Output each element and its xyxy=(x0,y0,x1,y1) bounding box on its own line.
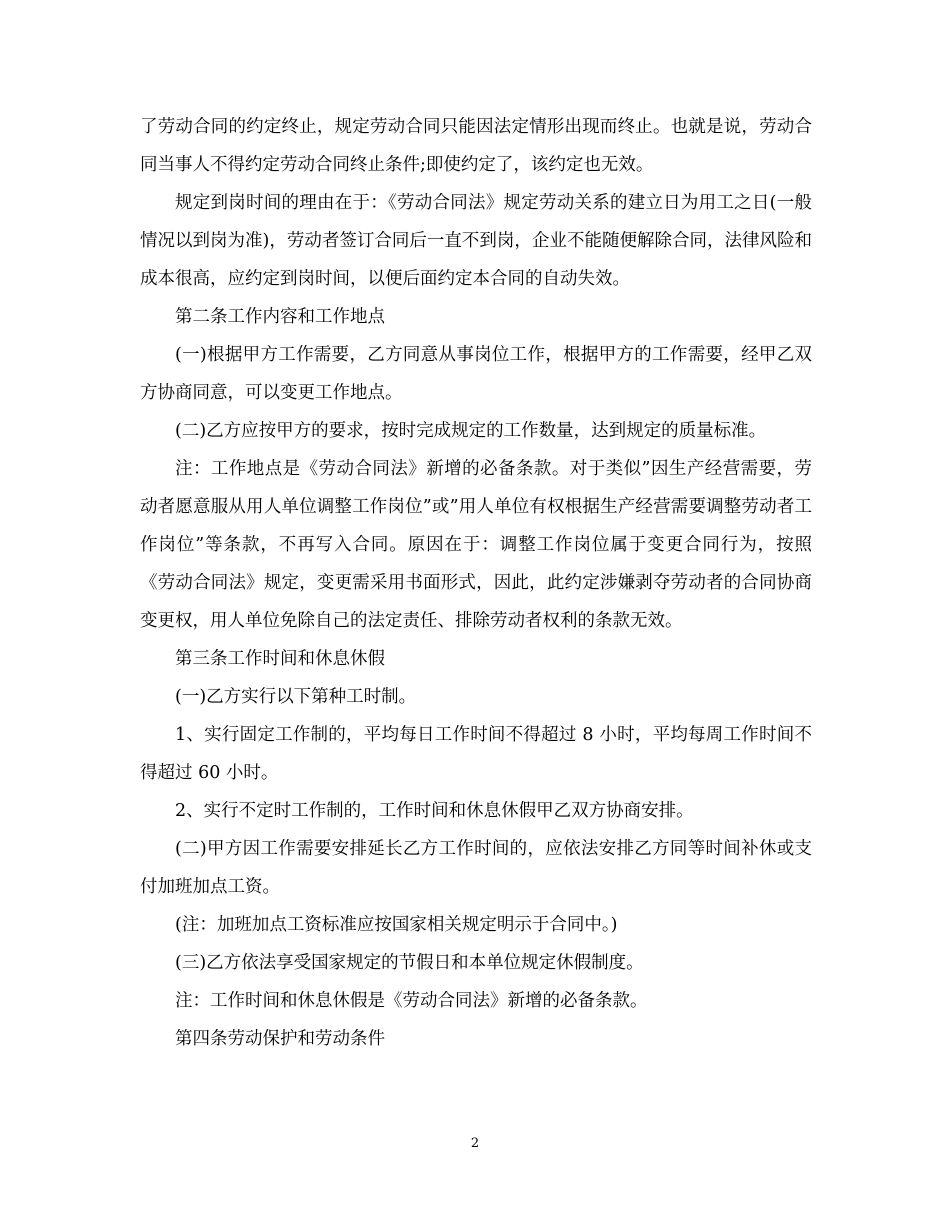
paragraph-fixed-hours: 1、实行固定工作制的，平均每日工作时间不得超过 8 小时，平均每周工作时间不得超过 60 小时。 xyxy=(140,725,812,783)
document-body xyxy=(140,108,812,1058)
paragraph-article-3-item-3: (三)乙方依法享受国家规定的节假日和本单位规定休假制度。 xyxy=(175,953,644,973)
heading-article-2: 第二条工作内容和工作地点 xyxy=(175,307,385,327)
heading-article-3: 第三条工作时间和休息休假 xyxy=(175,649,385,669)
paragraph-article-3-item-1: (一)乙方实行以下第种工时制。 xyxy=(175,687,417,707)
paragraph-flexible-hours: 2、实行不定时工作制的，工作时间和休息休假甲乙双方协商安排。 xyxy=(175,801,694,821)
paragraph-article-3-item-2: (二)甲方因工作需要安排延长乙方工作时间的，应依法安排乙方同等时间补休或支付加班加点工资。 xyxy=(140,839,812,897)
paragraph-overtime-note: (注：加班加点工资标准应按国家相关规定明示于合同中。) xyxy=(175,915,618,935)
paragraph-arrival-time-reason: 规定到岗时间的理由在于：《劳动合同法》规定劳动关系的建立日为用工之日(一般情况以到岗为准)，劳动者签订合同后一直不到岗，企业不能随便解除合同，法律风险和成本很高，应约定到岗时间，以便后面约定本合同的自动失效。 xyxy=(140,193,812,289)
heading-article-4: 第四条劳动保护和劳动条件 xyxy=(175,1029,385,1049)
paragraph-article-2-item-1: (一)根据甲方工作需要，乙方同意从事岗位工作，根据甲方的工作需要，经甲乙双方协商同意，可以变更工作地点。 xyxy=(140,345,812,403)
paragraph-article-2-item-2: (二)乙方应按甲方的要求，按时完成规定的工作数量，达到规定的质量标准。 xyxy=(175,421,767,441)
paragraph-article-3-note: 注：工作时间和休息休假是《劳动合同法》新增的必备条款。 xyxy=(175,991,648,1011)
paragraph-contract-termination: 了劳动合同的约定终止，规定劳动合同只能因法定情形出现而终止。也就是说，劳动合同当事人不得约定劳动合同终止条件;即使约定了，该约定也无效。 xyxy=(140,117,812,175)
paragraph-article-2-note: 注：工作地点是《劳动合同法》新增的必备条款。对于类似”因生产经营需要，劳动者愿意服从用人单位调整工作岗位”或”用人单位有权根据生产经营需要调整劳动者工作岗位”等条款，不再写入合同。原因在于：调整工作岗位属于变更合同行为，按照《劳动合同法》规定，变更需采用书面形式，因此，此约定涉嫌剥夺劳动者的合同协商变更权，用人单位免除自己的法定责任、排除劳动者权利的条款无效。 xyxy=(140,459,812,631)
page-number: 2 xyxy=(470,1136,480,1151)
